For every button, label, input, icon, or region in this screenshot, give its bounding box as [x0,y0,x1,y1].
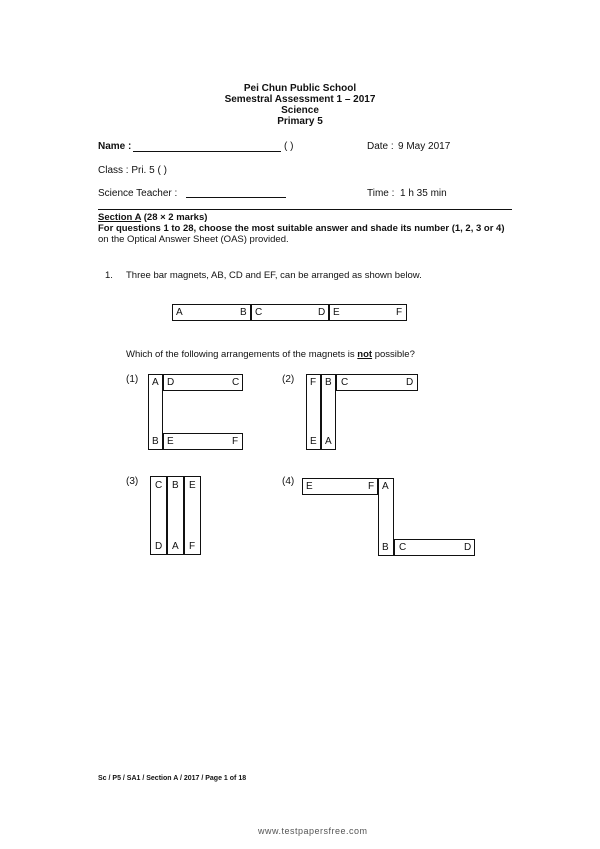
prompt-text: Which of the following arrangements of the magnets is [126,349,358,360]
pole-label: E [189,480,196,491]
option-1-number[interactable]: (1) [126,374,139,385]
question-stem: Three bar magnets, AB, CD and EF, can be arranged as shown below. [126,270,422,281]
pole-label: F [310,377,317,388]
pole-label: A [172,541,179,552]
pole-label: F [396,307,403,318]
instructions-line1: For questions 1 to 28, choose the most suitable answer and shade its number (1, 2, 3 or 4) [98,223,505,234]
pole-label: A [152,377,159,388]
pole-label: D [318,307,326,318]
section-marks: (28 × 2 marks) [143,212,208,223]
prompt-text-end: possible? [372,349,415,360]
pole-label: C [341,377,349,388]
question-number: 1. [105,270,113,281]
section-heading [98,212,207,223]
school-name: Pei Chun Public School [243,83,357,94]
option-1-magnet-ef [163,433,243,450]
register-number-bracket: ( ) [284,141,294,152]
pole-label: C [232,377,240,388]
pole-label: D [464,542,472,553]
pole-label: D [406,377,414,388]
question-prompt [126,349,415,360]
name-field[interactable] [133,151,281,152]
instructions-line2: on the Optical Answer Sheet (OAS) provided. [98,234,289,245]
teacher-label: Science Teacher : [98,188,178,199]
pole-label: C [155,480,163,491]
pole-label: B [382,542,389,553]
time-label: Time : [367,188,395,199]
option-4-magnet-ef [302,478,378,495]
date-label: Date : [367,141,394,152]
pole-label: C [399,542,407,553]
pole-label: E [306,481,313,492]
assessment-title: Semestral Assessment 1 – 2017 [224,94,376,105]
section-divider [98,209,512,210]
option-4-number[interactable]: (4) [282,476,295,487]
option-3-number[interactable]: (3) [126,476,139,487]
time-value: 1 h 35 min [400,188,447,199]
pole-label: B [325,377,332,388]
pole-label: B [152,436,159,447]
pole-label: F [232,436,239,447]
option-1-magnet-dc [163,374,243,391]
class-label: Class : Pri. 5 ( ) [98,165,167,176]
pole-label: A [325,436,332,447]
subject-title: Science [281,105,319,116]
teacher-field[interactable] [186,197,286,198]
pole-label: F [189,541,196,552]
pole-label: C [255,307,263,318]
page-reference: Sc / P5 / SA1 / Section A / 2017 / Page 1 of 18 [98,775,247,782]
name-label: Name : [98,141,132,152]
watermark: www.testpapersfree.com [258,826,368,836]
date-value: 9 May 2017 [398,141,451,152]
pole-label: B [172,480,179,491]
pole-label: A [382,481,389,492]
pole-label: E [167,436,174,447]
section-title: Section A [98,212,142,223]
pole-label: E [310,436,317,447]
pole-label: E [333,307,340,318]
pole-label: F [368,481,375,492]
prompt-emphasis: not [357,349,373,360]
pole-label: A [176,307,183,318]
pole-label: D [167,377,175,388]
level-title: Primary 5 [277,116,323,127]
option-2-number[interactable]: (2) [282,374,295,385]
pole-label: B [240,307,247,318]
pole-label: D [155,541,163,552]
